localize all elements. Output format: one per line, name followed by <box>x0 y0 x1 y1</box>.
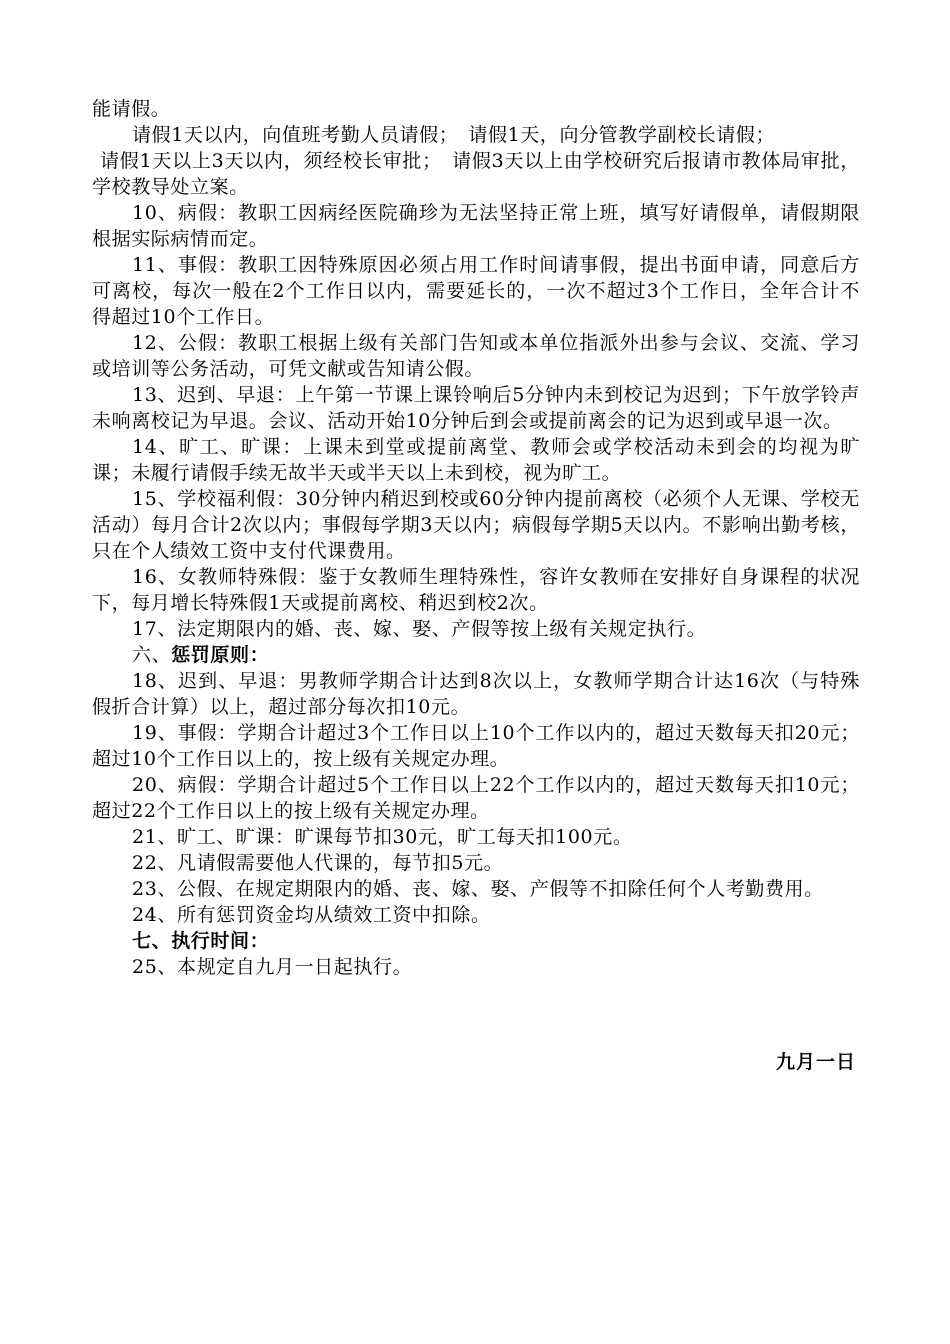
document-body <box>92 96 860 980</box>
paragraph-continuation: 能请假。 <box>92 98 171 120</box>
paragraph-effective-date: 25、本规定自九月一日起执行。 <box>132 956 413 978</box>
paragraph-leave-approval-2: 请假1天以上3天以内，须经校长审批； 请假3天以上由学校研究后报请市教体局审批，学校教导处立案。 <box>92 150 860 198</box>
paragraph-sick-leave: 10、病假：教职工因病经医院确珍为无法坚持正常上班，填写好请假单，请假期限根据实际病情而定。 <box>92 202 860 250</box>
paragraph-penalty-personal: 19、事假：学期合计超过3个工作日以上10个工作以内的，超过天数每天扣20元；超过10个工作日以上的，按上级有关规定办理。 <box>92 722 860 770</box>
section-heading-6-text: 惩罚原则： <box>171 644 270 666</box>
paragraph-welfare-leave: 15、学校福利假：30分钟内稍迟到校或60分钟内提前离校（必须个人无课、学校无活动）每月合计2次以内；事假每学期3天以内；病假每学期5天以内。不影响出勤考核，只在个人绩效工资中支付代课费用。 <box>92 488 860 562</box>
signature-date: 九月一日 <box>775 1051 856 1073</box>
paragraph-female-special-leave: 16、女教师特殊假：鉴于女教师生理特殊性，容许女教师在安排好自身课程的状况下，每月增长特殊假1天或提前离校、稍迟到校2次。 <box>92 566 860 614</box>
paragraph-penalty-absence: 21、旷工、旷课：旷课每节扣30元，旷工每天扣100元。 <box>132 826 633 848</box>
paragraph-statutory-leave: 17、法定期限内的婚、丧、嫁、娶、产假等按上级有关规定执行。 <box>132 618 707 640</box>
paragraph-leave-approval-1: 请假1天以内，向值班考勤人员请假； 请假1天，向分管教学副校长请假； <box>132 124 776 146</box>
paragraph-penalty-sick: 20、病假：学期合计超过5个工作日以上22个工作以内的，超过天数每天扣10元；超过22个工作日以上的按上级有关规定办理。 <box>92 774 860 822</box>
paragraph-absence: 14、旷工、旷课：上课未到堂或提前离堂、教师会或学校活动未到会的均视为旷课；未履行请假手续无故半天或半天以上未到校，视为旷工。 <box>92 436 860 484</box>
paragraph-late-early: 13、迟到、早退：上午第一节课上课铃响后5分钟内未到校记为迟到；下午放学铃声未响离校记为早退。会议、活动开始10分钟后到会或提前离会的记为迟到或早退一次。 <box>92 384 860 432</box>
paragraph-personal-leave: 11、事假：教职工因特殊原因必须占用工作时间请事假，提出书面申请，同意后方可离校，每次一般在2个工作日以内，需要延长的，一次不超过3个工作日，全年合计不得超过10个工作日。 <box>92 254 860 328</box>
paragraph-official-leave: 12、公假：教职工根据上级有关部门告知或本单位指派外出参与会议、交流、学习或培训等公务活动，可凭文献或告知请公假。 <box>92 332 860 380</box>
paragraph-penalty-deduction: 24、所有惩罚资金均从绩效工资中扣除。 <box>132 904 491 926</box>
paragraph-penalty-substitute: 22、凡请假需要他人代课的，每节扣5元。 <box>132 852 504 874</box>
paragraph-penalty-exempt: 23、公假、在规定期限内的婚、丧、嫁、娶、产假等不扣除任何个人考勤费用。 <box>132 878 824 900</box>
paragraph-penalty-late: 18、迟到、早退：男教师学期合计达到8次以上，女教师学期合计达16次（与特殊假折合计算）以上，超过部分每次扣10元。 <box>92 670 860 718</box>
section-heading-6-number: 六、 <box>132 644 172 666</box>
section-heading-7: 七、执行时间： <box>132 930 270 952</box>
section-heading-6 <box>92 642 860 668</box>
